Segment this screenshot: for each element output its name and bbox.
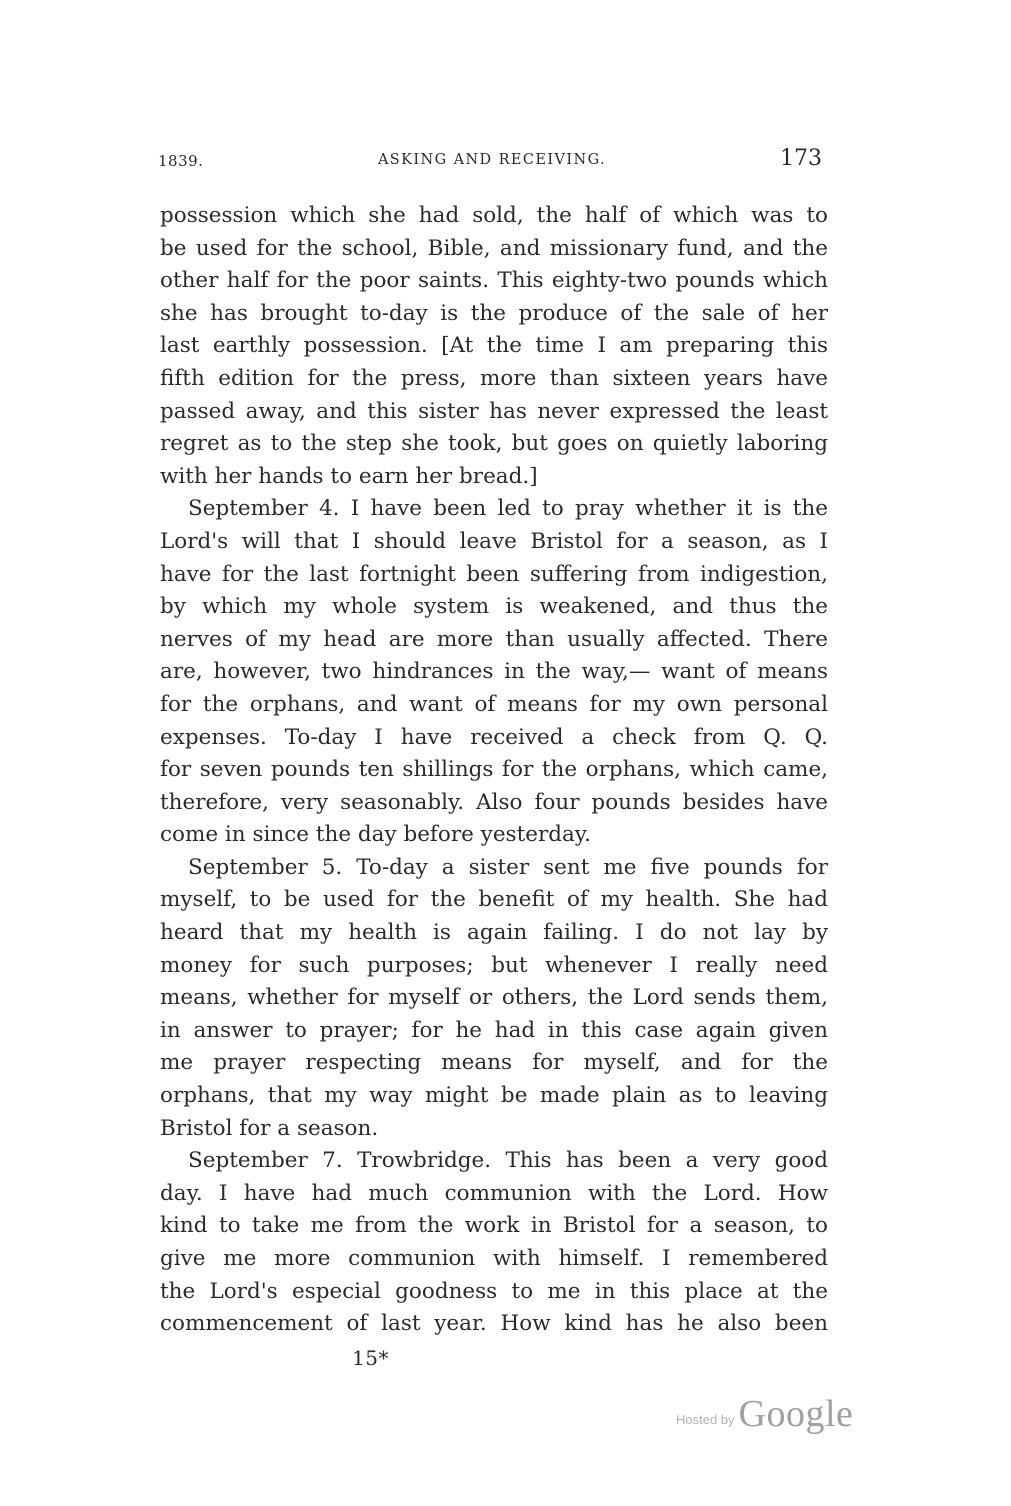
text-line: commencement of last year. How kind has he also been [160,1311,828,1337]
text-line: last earthly possession. [At the time I am preparing this [160,333,828,359]
text-line: other half for the poor saints. This eighty-two pounds which [160,268,828,294]
text-line: expenses. To-day I have received a check from Q. Q. [160,724,828,750]
running-title: ASKING AND RECEIVING. [377,152,607,168]
text-line: orphans, that my way might be made plain as to leaving [160,1083,828,1109]
text-line: kind to take me from the work in Bristol for a season, to [160,1213,828,1239]
text-line: for seven pounds ten shillings for the orphans, which came, [160,757,828,783]
text-line: give me more communion with himself. I remembered [160,1246,828,1271]
text-line: Lord's will that I should leave Bristol for a season, as I [160,528,828,554]
text-line: have for the last fortnight been suffering from indigestion, [160,561,828,587]
text-line: by which my whole system is weakened, and thus the [160,594,828,620]
text-line: September 5. To-day a sister sent me five pounds for [188,854,828,880]
text-line: possession which she had sold, the half of which was to [160,203,828,228]
text-line: myself, to be used for the benefit of my health. She had [160,887,828,913]
text-line: in answer to prayer; for he had in this case again given [160,1017,828,1043]
hosted-by-label: Hosted by [676,1412,735,1427]
text-line: with her hands to earn her bread.] [160,463,538,489]
header-year: 1839. [158,152,204,170]
text-line: September 7. Trowbridge. This has been a very good [188,1148,828,1174]
text-line: September 4. I have been led to pray whether it is the [188,496,828,522]
text-line: heard that my health is again failing. I do not lay by [160,920,828,946]
text-line: passed away, and this sister has never expressed the least [160,398,828,424]
text-line: therefore, very seasonably. Also four pounds besides have [160,789,828,815]
text-line: day. I have had much communion with the Lord. How [160,1180,828,1206]
text-line: come in since the day before yesterday. [160,822,591,848]
signature-mark: 15* [352,1346,389,1370]
body-text [160,200,828,1341]
text-line: are, however, two hindrances in the way,— want of means [160,659,828,685]
text-line: the Lord's especial goodness to me in this place at the [160,1278,828,1304]
text-line: money for such purposes; but whenever I really need [160,952,828,978]
text-line: for the orphans, and want of means for my own personal [160,691,828,717]
text-line: be used for the school, Bible, and missionary fund, and the [160,235,828,261]
text-line: she has brought to-day is the produce of the sale of her [160,300,828,326]
text-line: Bristol for a season. [160,1115,379,1141]
page-number: 173 [780,146,822,171]
text-line: fifth edition for the press, more than sixteen years have [160,365,828,391]
text-line: regret as to the step she took, but goes on quietly laboring [160,431,828,457]
page-header [158,146,826,176]
text-line: means, whether for myself or others, the Lord sends them, [160,985,828,1011]
text-line: nerves of my head are more than usually affected. There [160,626,828,652]
text-line: me prayer respecting means for myself, and for the [160,1050,828,1076]
google-watermark [676,1392,853,1436]
google-logo: Google [738,1393,854,1435]
